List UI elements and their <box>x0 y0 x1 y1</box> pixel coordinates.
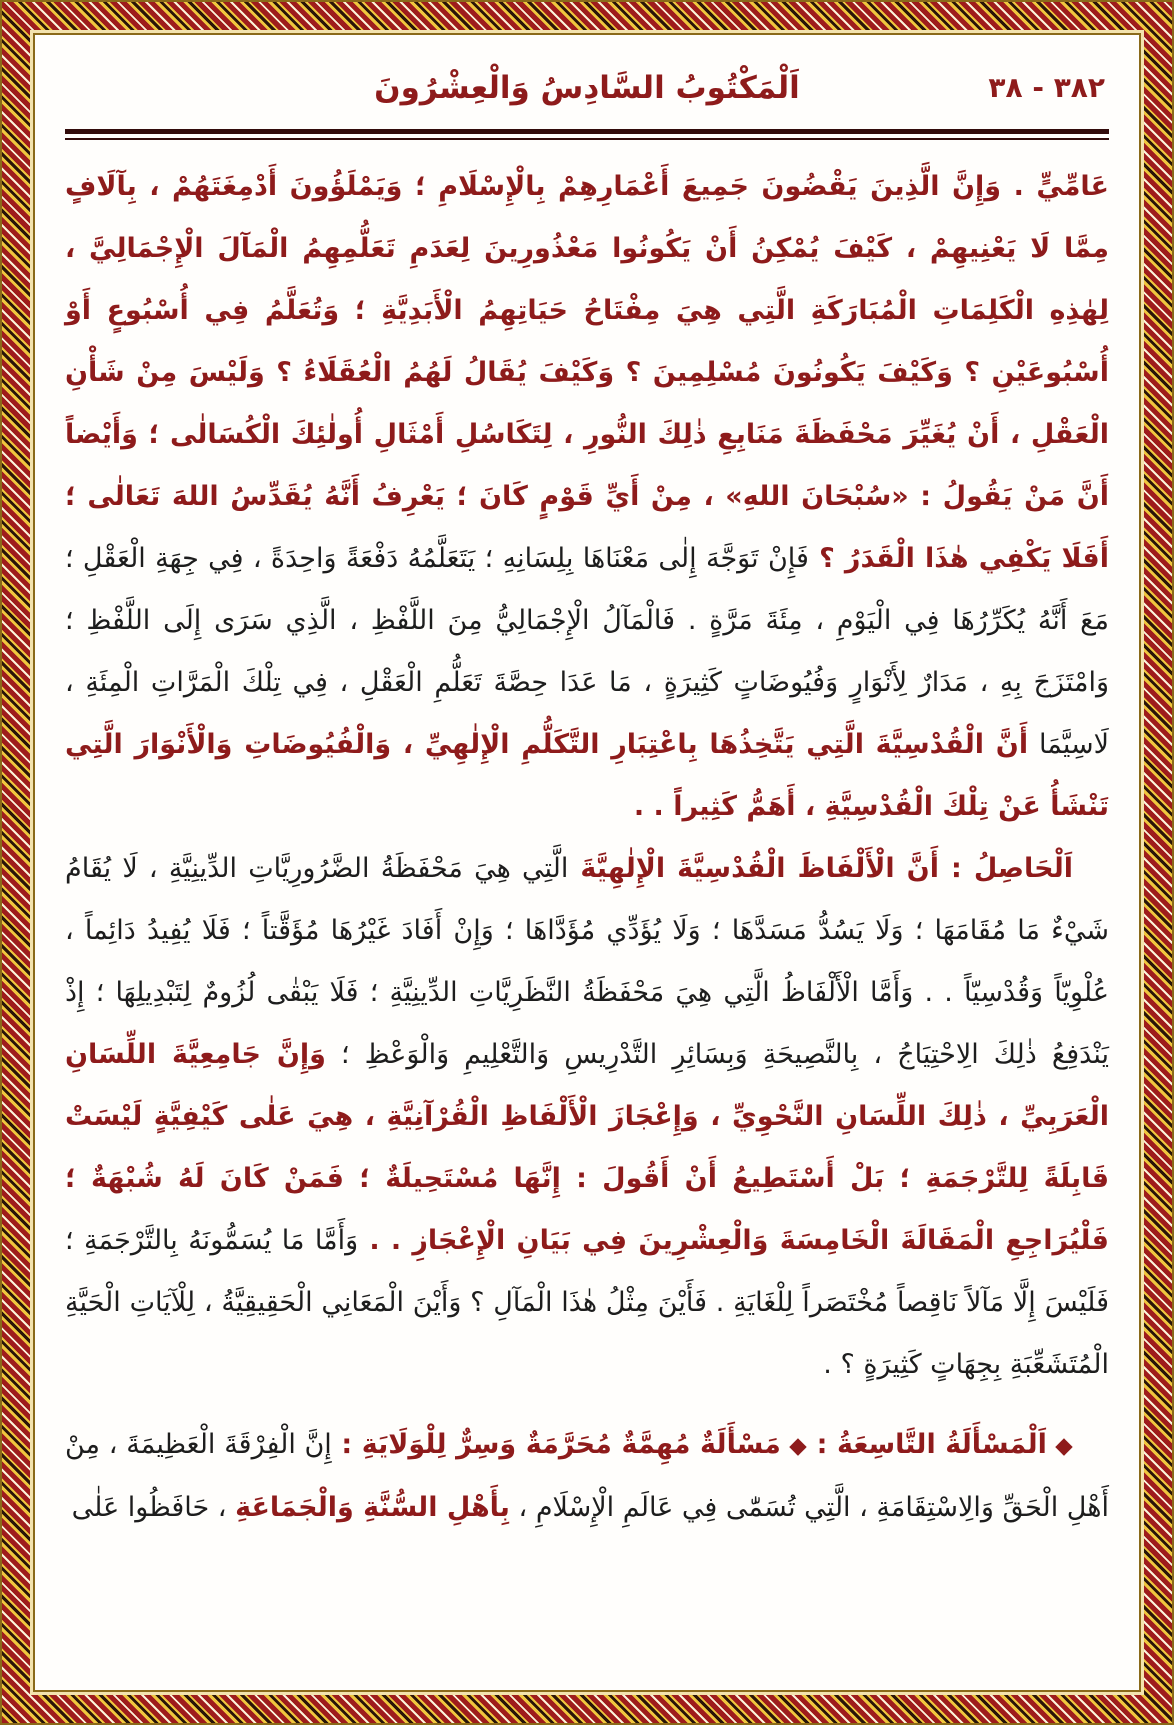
page-body <box>65 156 1109 1539</box>
text-run-ink: ، حَافَظُوا عَلٰى <box>71 1492 236 1523</box>
text-run-red: عَامِّيٍّ . وَإِنَّ الَّذِينَ يَقْضُونَ جَمِيعَ أَعْمَارِهِمْ بِالْإِسْلَامِ ؛ وَيَمْلَؤُونَ أَدْمِغَتَهُمْ ، بِآلَافٍ مِمَّا لَا يَعْنِيهِمْ ، كَيْفَ يُمْكِنُ أَنْ يَكُونُوا مَعْذُورِينَ لِعَدَمِ تَعَلُّمِهِمُ الْمَآلَ الْإِجْمَالِيَّ ، لِهٰذِهِ الْكَلِمَاتِ الْمُبَارَكَةِ الَّتِي هِيَ مِفْتَاحُ حَيَاتِهِمُ الْأَبَدِيَّةِ ؛ وَتُعَلَّمُ فِي أُسْبُوعٍ أَوْ أُسْبُوعَيْنِ ؟ وَكَيْفَ يَكُونُونَ مُسْلِمِينَ ؟ وَكَيْفَ يُقَالُ لَهُمُ الْعُقَلَاءُ ؟ وَلَيْسَ مِنْ شَأْنِ الْعَقْلِ ، أَنْ يُغَيِّرَ مَحْفَظَةَ مَنَابِعِ ذٰلِكَ النُّورِ ، لِتَكَاسُلِ أَمْثَالِ أُولٰئِكَ الْكُسَالٰى ؛ وَأَيْضاً أَنَّ مَنْ يَقُولُ : «سُبْحَانَ اللهِ» ، مِنْ أَيِّ قَوْمٍ كَانَ ؛ يَعْرِفُ أَنَّهُ يُقَدِّسُ اللهَ تَعَالٰى ؛ أَفَلَا يَكْفِي هٰذَا الْقَدَرُ ؟ <box>65 171 1109 574</box>
text-run-ink: فَإِنْ تَوَجَّهَ إِلٰى مَعْنَاهَا بِلِسَانِهِ ؛ يَتَعَلَّمُهُ دَفْعَةً وَاحِدَةً ، فِي جِهَةِ الْعَقْلِ ؛ مَعَ أَنَّهُ يُكَرِّرُهَا فِي الْيَوْمِ ، مِئَةَ مَرَّةٍ . فَالْمَآلُ الْإِجْمَالِيُّ مِنَ اللَّفْظِ ، الَّذِي سَرَى إِلَى اللَّفْظِ ؛ وَامْتَزَجَ بِهِ ، مَدَارٌ لِأَنْوَارٍ وَفُيُوضَاتٍ كَثِيرَةٍ ، مَا عَدَا حِصَّةَ تَعَلُّمِ الْعَقْلِ ، فِي تِلْكَ الْمَرَّاتِ الْمِئَةِ ، لَاسِيَّمَا <box>65 543 1109 760</box>
page-content-area <box>33 33 1141 1692</box>
paragraph-ornament-icon: ◆ <box>1046 1433 1074 1459</box>
text-run-red: أَنَّ الْقُدْسِيَّةَ الَّتِي يَتَّخِذُهَا بِاعْتِبَارِ التَّكَلُّمِ الْإِلٰهِيِّ ، وَالْفُيُوضَاتِ وَالْأَنْوَارَ الَّتِي تَنْشَأُ عَنْ تِلْكَ الْقُدْسِيَّةِ ، أَهَمُّ كَثِيراً . . <box>65 729 1109 822</box>
paragraph-ornament-icon: ◆ <box>780 1433 807 1459</box>
paragraph <box>65 156 1109 838</box>
paragraph <box>65 838 1109 1396</box>
page-header <box>65 59 1109 121</box>
page-number: ٣٨٢ - ٣٨ <box>988 71 1105 104</box>
text-run-red: مَسْأَلَةٌ مُهِمَّةٌ مُحَرَّمَةٌ وَسِرٌّ لِلْوَلَايَةِ : <box>331 1429 781 1460</box>
text-run-red: اَلْحَاصِلُ : أَنَّ الْأَلْفَاظَ الْقُدْسِيَّةَ الْإِلٰهِيَّةَ <box>568 853 1073 884</box>
paragraph <box>65 1414 1109 1539</box>
text-run-red: بِأَهْلِ السُّنَّةِ وَالْجَمَاعَةِ <box>235 1492 510 1523</box>
text-run-ink: وَأَمَّا مَا يُسَمُّونَهُ بِالتَّرْجَمَةِ ؛ فَلَيْسَ إِلَّا مَآلاً نَاقِصاً مُخْتَصَراً لِلْغَايَةِ . فَأَيْنَ مِثْلُ هٰذَا الْمَآلِ ؟ وَأَيْنَ الْمَعَانِي الْحَقِيقِيَّةُ ، لِلْآيَاتِ الْحَيَّةِ الْمُتَشَعِّبَةِ بِجِهَاتٍ كَثِيرَةٍ ؟ . <box>65 1225 1109 1380</box>
text-run-ink: الَّتِي هِيَ مَحْفَظَةُ الضَّرُورِيَّاتِ الدِّينِيَّةِ ، لَا يُقَامُ شَيْءٌ مَا مُقَامَهَا ؛ وَلَا يَسُدُّ مَسَدَّهَا ؛ وَلَا يُؤَدِّي مُؤَدَّاهَا ؛ وَإِنْ أَفَادَ غَيْرُهَا مُؤَقَّتاً ؛ فَلَا يُفِيدُ دَائِماً ، عُلْوِيّاً وَقُدْسِيّاً . . وَأَمَّا الْأَلْفَاظُ الَّتِي هِيَ مَحْفَظَةُ النَّظَرِيَّاتِ الدِّينِيَّةِ ؛ فَلَا يَبْقٰى لُزُومٌ لِتَبْدِيلِهَا ؛ إِذْ يَنْدَفِعُ ذٰلِكَ الِاحْتِيَاجُ ، بِالنَّصِيحَةِ وَبِسَائِرِ التَّدْرِيسِ وَالتَّعْلِيمِ وَالْوَعْظِ ؛ <box>65 853 1109 1070</box>
page-title: اَلْمَكْتُوبُ السَّادِسُ وَالْعِشْرُونَ <box>374 70 800 106</box>
text-run-ink: إِنَّ الْفِرْقَةَ الْعَظِيمَةَ ، مِنْ أَهْلِ الْحَقِّ وَالِاسْتِقَامَةِ ، الَّتِي تُسَمّٰى فِي عَالَمِ الْإِسْلَامِ ، <box>65 1429 1109 1523</box>
header-divider-rule <box>65 129 1109 140</box>
text-run-red: اَلْمَسْأَلَةُ التَّاسِعَةُ : <box>807 1429 1047 1460</box>
text-run-red: وَإِنَّ جَامِعِيَّةَ اللِّسَانِ الْعَرَبِيِّ ، ذٰلِكَ اللِّسَانِ النَّحْوِيِّ ، وَإِعْجَازَ الْأَلْفَاظِ الْقُرْآنِيَّةِ ، هِيَ عَلٰى كَيْفِيَّةٍ لَيْسَتْ قَابِلَةً لِلتَّرْجَمَةِ ؛ بَلْ أَسْتَطِيعُ أَنْ أَقُولَ : إِنَّهَا مُسْتَحِيلَةٌ ؛ فَمَنْ كَانَ لَهُ شُبْهَةٌ ؛ فَلْيُرَاجِعِ الْمَقَالَةَ الْخَامِسَةَ وَالْعِشْرِينَ فِي بَيَانِ الْإِعْجَازِ . . <box>65 1039 1109 1256</box>
